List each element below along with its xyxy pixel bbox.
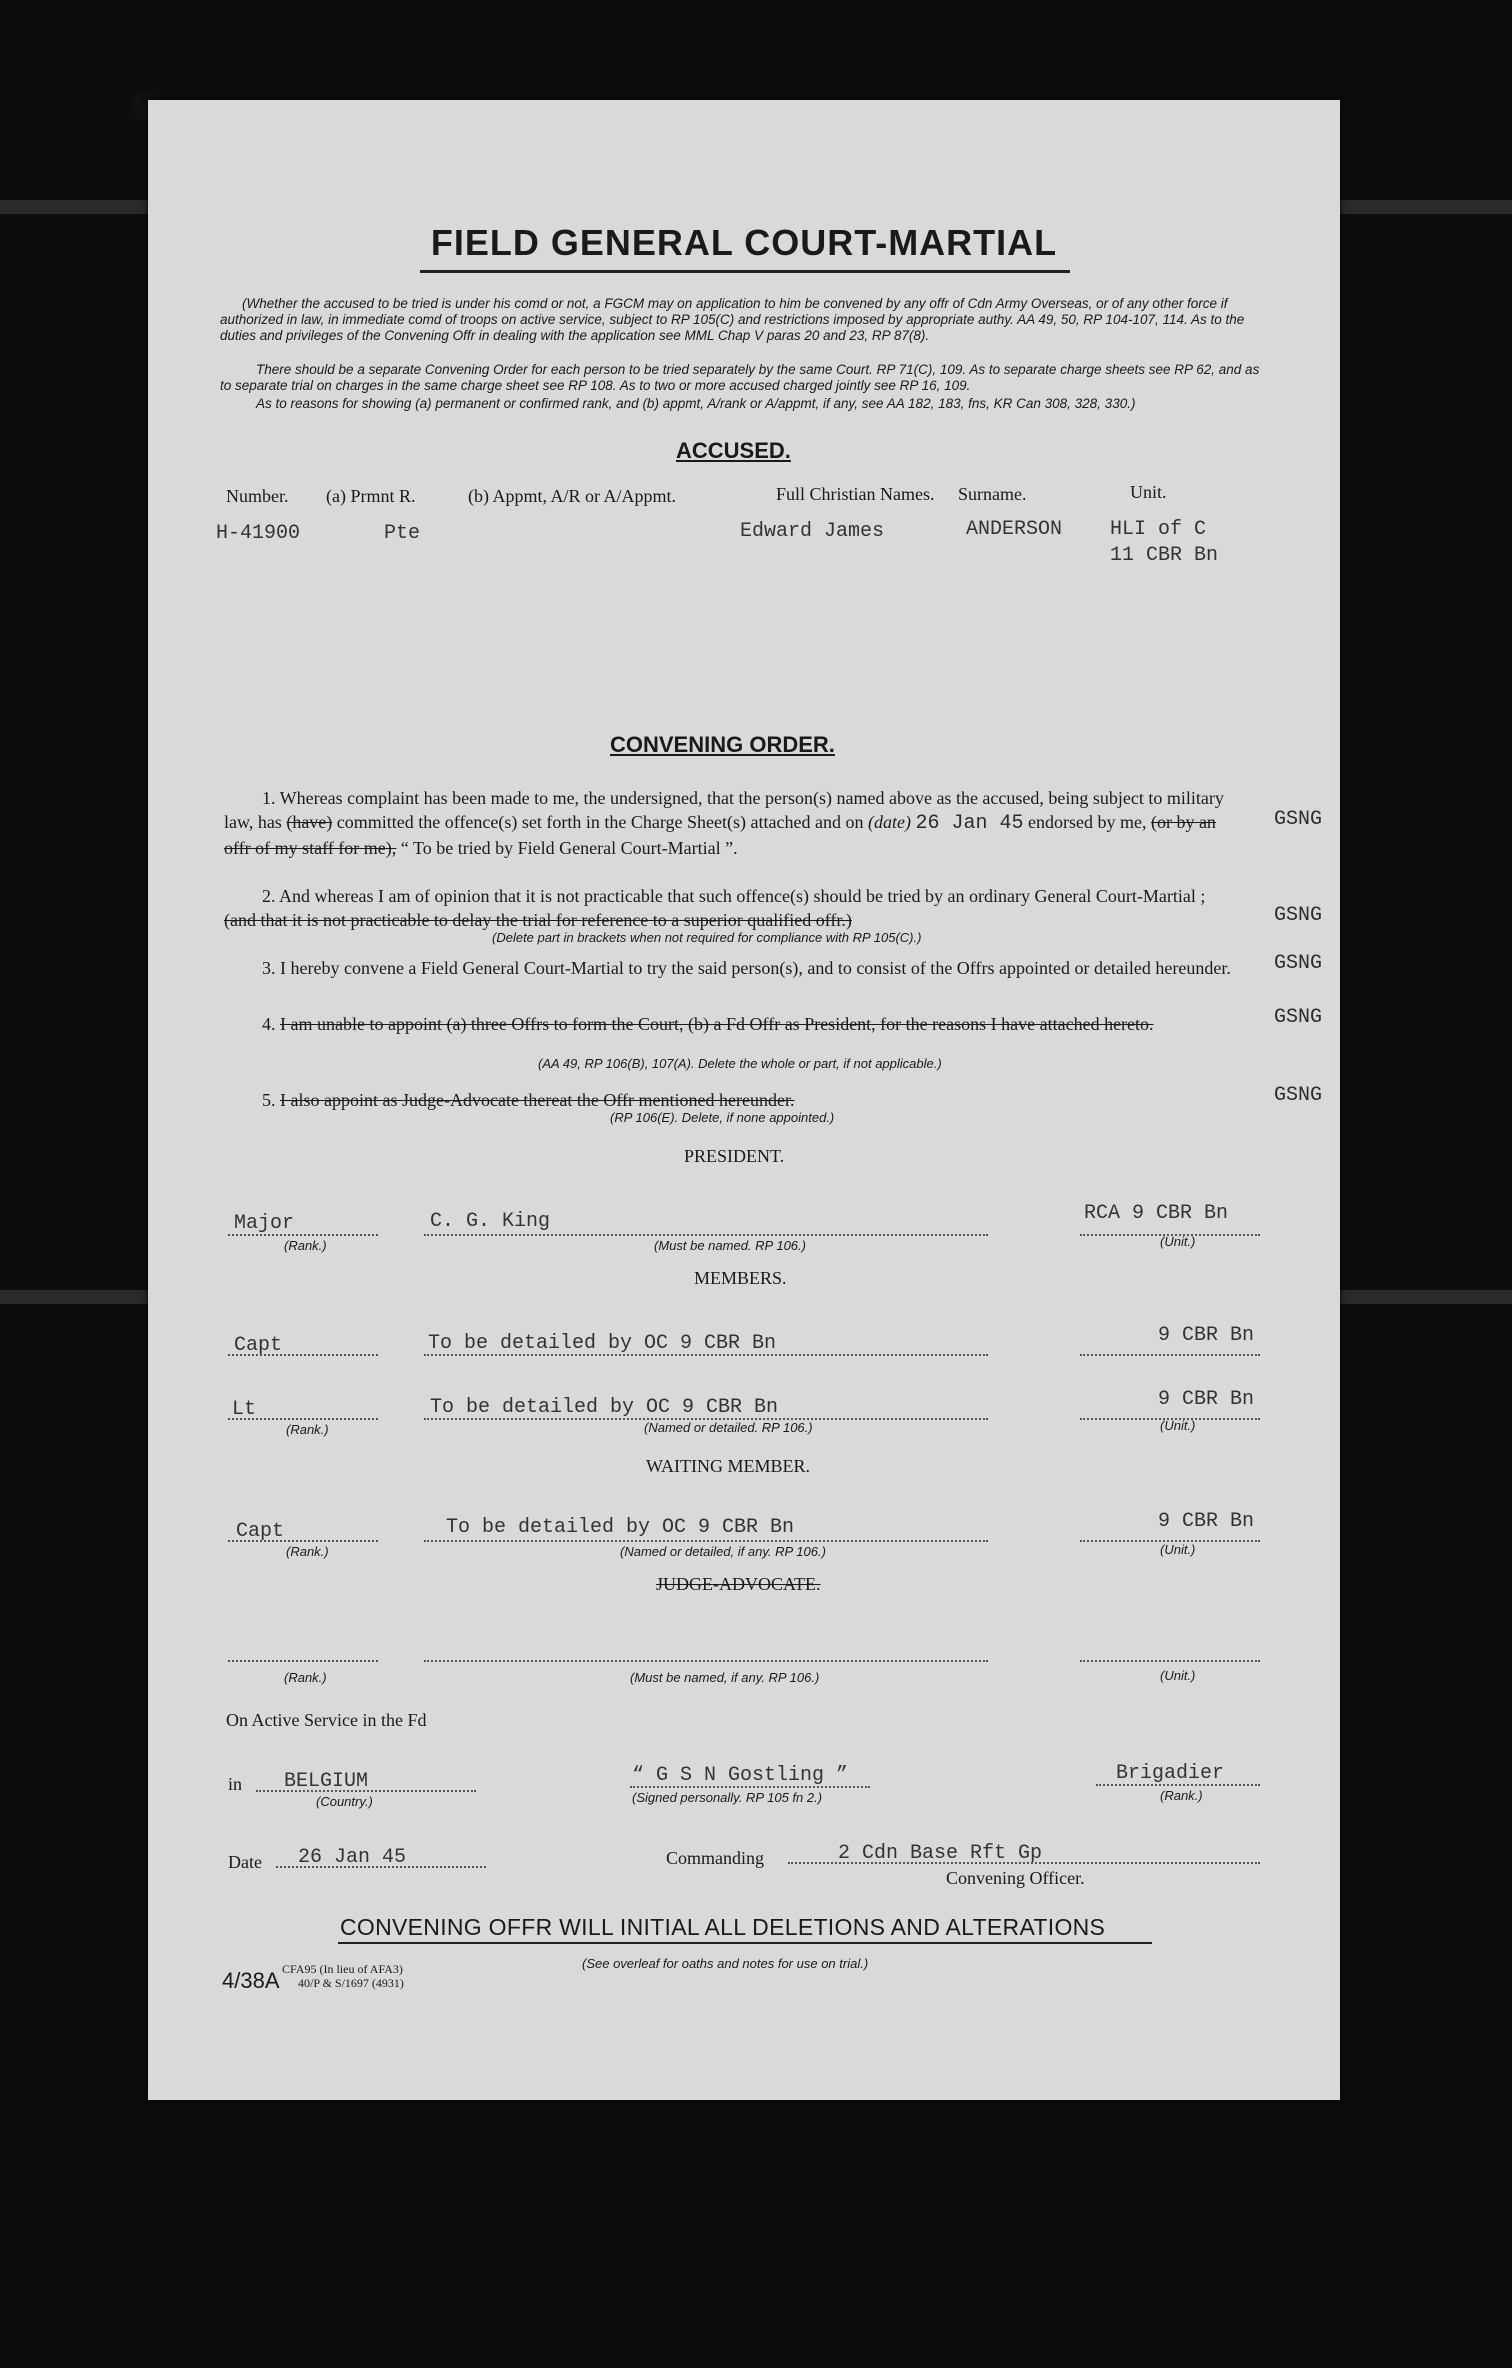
p1-text-a: 1. Whereas complaint has been made to me, the undersigned, that the person(s) named above as the accused, being subject to military law, has xyxy=(224,788,1224,832)
p1-text-b: committed the offence(s) set forth in the Charge Sheet(s) attached and on xyxy=(336,812,864,832)
form-number: 4/38A xyxy=(222,1968,280,1993)
president-rank: Major xyxy=(234,1212,295,1235)
p2-note: (Delete part in brackets when not required for compliance with RP 105(C).) xyxy=(492,930,922,945)
convening-paragraph-4 xyxy=(224,1012,1234,1036)
waiting-name-line xyxy=(424,1540,988,1542)
president-unit: RCA 9 CBR Bn xyxy=(1084,1202,1229,1225)
accused-col-surname: Surname. xyxy=(958,484,1027,504)
waiting-heading: WAITING MEMBER. xyxy=(646,1456,810,1476)
date-line xyxy=(276,1866,486,1868)
president-rank-label: (Rank.) xyxy=(284,1238,327,1253)
member-2-rank-line xyxy=(228,1418,378,1420)
accused-col-rank: (a) Prmnt R. xyxy=(326,486,416,506)
date-label: Date xyxy=(228,1852,262,1872)
member-1-unit: 9 CBR Bn xyxy=(1158,1324,1255,1347)
member-1-unit-line xyxy=(1080,1354,1260,1356)
p5-struck: I also appoint as Judge-Advocate thereat the Offr mentioned hereunder. xyxy=(280,1090,795,1110)
signed-value: “ G S N Gostling ” xyxy=(632,1764,849,1787)
p1-date: 26 Jan 45 xyxy=(915,812,1024,835)
waiting-rank-label: (Rank.) xyxy=(286,1544,329,1559)
convening-paragraph-1 xyxy=(224,786,1234,860)
accused-col-unit: Unit. xyxy=(1130,482,1167,502)
p5-number: 5. xyxy=(262,1090,276,1110)
signer-rank-line xyxy=(1096,1784,1260,1786)
p4-number: 4. xyxy=(262,1014,276,1034)
accused-col-appt: (b) Appmt, A/R or A/Appmt. xyxy=(468,486,677,506)
country-line xyxy=(256,1790,476,1792)
signer-rank-label: (Rank.) xyxy=(1160,1788,1203,1803)
waiting-rank: Capt xyxy=(236,1520,285,1543)
convening-paragraph-3: 3. I hereby convene a Field General Court-Martial to try the said person(s), and to consist of the Offrs appointed or detailed hereunder. xyxy=(262,958,1231,978)
form-number-sub-1: CFA95 (In lieu of AFA3) xyxy=(282,1962,403,1976)
initials-p2: GSNG xyxy=(1274,904,1323,927)
initials-p3: GSNG xyxy=(1274,952,1323,975)
president-name-label: (Must be named. RP 106.) xyxy=(654,1238,806,1253)
member-1-name: To be detailed by OC 9 CBR Bn xyxy=(428,1332,777,1355)
initials-p5: GSNG xyxy=(1274,1084,1323,1107)
accused-unit-line2: 11 CBR Bn xyxy=(1110,544,1219,567)
member-unit-label: (Unit.) xyxy=(1160,1418,1196,1433)
p1-struck: (or by an offr of my staff for me), xyxy=(224,812,1216,858)
waiting-rank-line xyxy=(228,1540,378,1542)
convening-heading: CONVENING ORDER. xyxy=(610,732,835,757)
initials-p4: GSNG xyxy=(1274,1006,1323,1029)
president-name: C. G. King xyxy=(430,1210,551,1233)
document-page xyxy=(148,100,1340,2100)
convening-paragraph-5 xyxy=(262,1088,795,1112)
accused-names: Edward James xyxy=(740,520,885,543)
signed-label: (Signed personally. RP 105 fn 2.) xyxy=(632,1790,823,1805)
accused-col-number: Number. xyxy=(226,486,289,506)
p4-struck: I am unable to appoint (a) three Offrs to form the Court, (b) a Fd Offr as President, for the reasons I have attached hereto. xyxy=(280,1014,1154,1034)
member-name-label: (Named or detailed. RP 106.) xyxy=(644,1420,813,1435)
accused-col-names: Full Christian Names. xyxy=(776,484,935,504)
judge-unit-line xyxy=(1080,1660,1260,1662)
p1-endorsed: endorsed by me, xyxy=(1027,812,1147,832)
p4-note: (AA 49, RP 106(B), 107(A). Delete the whole or part, if not applicable.) xyxy=(538,1056,942,1071)
signed-line xyxy=(630,1786,870,1788)
p2-struck: (and that it is not practicable to delay the trial for reference to a superior qualified offr.) xyxy=(224,910,852,930)
intro-note-2: There should be a separate Convening Order for each person to be tried separately by the same Court. RP 71(C), 109. As to separate charge sheets see RP 62, and as to separate trial on charges in the same charge sheet see RP 108. As to two or more accused charged jointly see RP 16, 109. xyxy=(220,362,1260,393)
judge-advocate-heading-struck: JUDGE-ADVOCATE. xyxy=(656,1574,821,1594)
country-label: (Country.) xyxy=(316,1794,373,1809)
commanding-label: Commanding xyxy=(666,1848,764,1868)
waiting-unit-label: (Unit.) xyxy=(1160,1542,1196,1557)
member-1-name-line xyxy=(424,1354,988,1356)
members-heading: MEMBERS. xyxy=(694,1268,787,1288)
p1-have-struck: (have) xyxy=(286,812,333,832)
active-service-text: On Active Service in the Fd xyxy=(226,1710,427,1730)
commanding-line xyxy=(788,1862,1260,1864)
p5-note: (RP 106(E). Delete, if none appointed.) xyxy=(610,1110,835,1125)
judge-unit-label: (Unit.) xyxy=(1160,1668,1196,1683)
accused-surname: ANDERSON xyxy=(966,518,1063,541)
member-1-rank: Capt xyxy=(234,1334,283,1357)
accused-heading: ACCUSED. xyxy=(676,438,791,463)
convening-officer-label: Convening Officer. xyxy=(946,1868,1085,1888)
p1-text-c: “ To be tried by Field General Court-Martial ”. xyxy=(400,838,738,858)
president-rank-line xyxy=(228,1234,378,1236)
member-2-unit: 9 CBR Bn xyxy=(1158,1388,1255,1411)
accused-rank: Pte xyxy=(384,522,421,545)
president-heading: PRESIDENT. xyxy=(684,1146,785,1166)
intro-note-3: As to reasons for showing (a) permanent or confirmed rank, and (b) appmt, A/rank or A/appmt, if any, see AA 182, 183, fns, KR Can 308, 328, 330.) xyxy=(256,396,1136,411)
judge-name-line xyxy=(424,1660,988,1662)
accused-number: H-41900 xyxy=(216,522,301,545)
intro-note-1: (Whether the accused to be tried is under his comd or not, a FGCM may on application to him be convened by any offr of Cdn Army Overseas, or of any other force if authorized in law, in immediate comd of troops on active service, subject to RP 105(C) and restrictions imposed by appropriate authy. AA 49, 50, RP 104-107, 114. As to the duties and privileges of the Convening Offr in dealing with the application see MML Chap V paras 20 and 23, RP 87(8). xyxy=(220,296,1245,343)
member-2-rank: Lt xyxy=(232,1398,257,1421)
overleaf-note: (See overleaf for oaths and notes for use on trial.) xyxy=(582,1956,869,1971)
judge-name-label: (Must be named, if any. RP 106.) xyxy=(630,1670,820,1685)
commanding-value: 2 Cdn Base Rft Gp xyxy=(838,1842,1043,1865)
president-name-line xyxy=(424,1234,988,1236)
form-number-sub-2: 40/P & S/1697 (4931) xyxy=(298,1976,404,1990)
date-value: 26 Jan 45 xyxy=(298,1846,407,1869)
signer-rank: Brigadier xyxy=(1116,1762,1225,1785)
judge-rank-label: (Rank.) xyxy=(284,1670,327,1685)
title-underline xyxy=(420,270,1070,273)
member-rank-label: (Rank.) xyxy=(286,1422,329,1437)
country-value: BELGIUM xyxy=(284,1770,369,1793)
member-2-name: To be detailed by OC 9 CBR Bn xyxy=(430,1396,779,1419)
in-label: in xyxy=(228,1774,243,1794)
member-1-rank-line xyxy=(228,1354,378,1356)
waiting-name-label: (Named or detailed, if any. RP 106.) xyxy=(620,1544,826,1559)
president-unit-label: (Unit.) xyxy=(1160,1234,1196,1249)
judge-rank-line xyxy=(228,1660,378,1662)
p2-text: 2. And whereas I am of opinion that it is not practicable that such offence(s) should be tried by an ordinary General Court-Martial ; xyxy=(262,886,1206,906)
waiting-unit: 9 CBR Bn xyxy=(1158,1510,1255,1533)
convening-paragraph-2 xyxy=(224,884,1234,932)
bottom-instruction: CONVENING OFFR WILL INITIAL ALL DELETIONS AND ALTERATIONS xyxy=(340,1914,1106,1940)
bottom-instruction-underline xyxy=(338,1942,1152,1944)
accused-unit-line1: HLI of C xyxy=(1110,518,1207,541)
form-title: FIELD GENERAL COURT-MARTIAL xyxy=(430,222,1058,263)
p1-date-label: (date) xyxy=(867,812,911,832)
initials-p1: GSNG xyxy=(1274,808,1323,831)
waiting-name: To be detailed by OC 9 CBR Bn xyxy=(446,1516,795,1539)
